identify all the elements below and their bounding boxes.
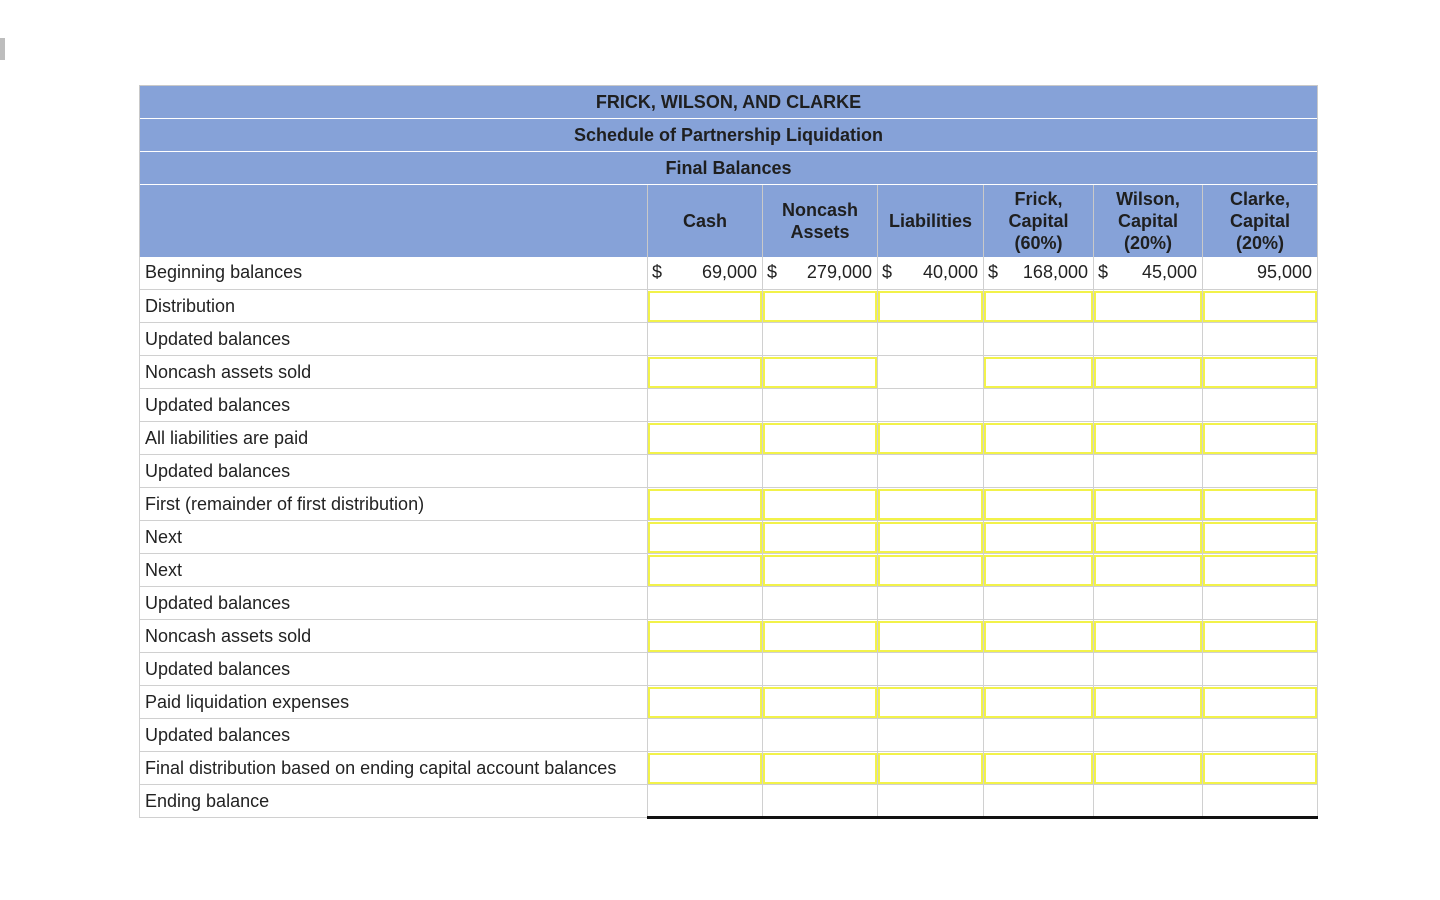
liabilities-input[interactable] — [878, 555, 983, 586]
schedule-row — [140, 653, 1318, 686]
beginning-value: 40,000 — [922, 262, 978, 283]
column-header-line: Capital — [1229, 210, 1290, 231]
wilson-capital-input[interactable] — [1094, 522, 1202, 553]
wilson-capital-input[interactable] — [1094, 291, 1202, 322]
currency-symbol: $ — [767, 262, 778, 283]
liabilities-cell[interactable] — [878, 554, 984, 587]
column-header-line: Frick, — [1014, 188, 1063, 209]
liabilities-cell — [878, 587, 984, 620]
frick-capital-cell[interactable] — [984, 554, 1094, 587]
column-header-line: (60%) — [1014, 232, 1063, 253]
schedule-row — [140, 455, 1318, 488]
wilson-capital-input[interactable] — [1094, 687, 1202, 718]
frick-capital-cell — [984, 455, 1094, 488]
noncash-assets-cell — [763, 653, 878, 686]
row-label: All liabilities are paid — [140, 422, 648, 455]
frick-capital-cell — [984, 587, 1094, 620]
cash-input[interactable] — [648, 489, 762, 520]
clarke-capital-cell[interactable] — [1203, 686, 1318, 719]
wilson-capital-cell[interactable] — [1094, 290, 1203, 323]
liabilities-cell — [878, 785, 984, 818]
cash-cell — [648, 455, 763, 488]
liabilities-cell[interactable] — [878, 290, 984, 323]
schedule-row — [140, 554, 1318, 587]
noncash-assets-input[interactable] — [763, 555, 877, 586]
wilson-capital-cell — [1094, 389, 1203, 422]
row-label: Noncash assets sold — [140, 356, 648, 389]
schedule-row — [140, 356, 1318, 389]
schedule-row — [140, 752, 1318, 785]
frick-capital-input[interactable] — [984, 522, 1093, 553]
cash-input[interactable] — [648, 357, 762, 388]
cash-input[interactable] — [648, 687, 762, 718]
frick-capital-input[interactable] — [984, 621, 1093, 652]
liabilities-cell — [878, 719, 984, 752]
window-corner-marker — [0, 38, 5, 60]
noncash-assets-input[interactable] — [763, 423, 877, 454]
clarke-capital-input[interactable] — [1203, 489, 1317, 520]
row-label: Next — [140, 554, 648, 587]
frick-capital-cell — [984, 719, 1094, 752]
row-label-header — [140, 185, 648, 257]
clarke-capital-cell[interactable] — [1203, 488, 1318, 521]
noncash-assets-cell[interactable] — [763, 488, 878, 521]
schedule-row — [140, 290, 1318, 323]
row-label: Updated balances — [140, 389, 648, 422]
currency-symbol: $ — [882, 262, 893, 283]
noncash-assets-cell[interactable] — [763, 290, 878, 323]
cash-cell[interactable] — [648, 521, 763, 554]
row-label: Noncash assets sold — [140, 620, 648, 653]
frick-capital-input[interactable] — [984, 357, 1093, 388]
frick-capital-input[interactable] — [984, 753, 1093, 784]
beginning-wilson-capital-cell — [1094, 257, 1203, 290]
cash-cell[interactable] — [648, 356, 763, 389]
row-label: Final distribution based on ending capital account balances — [140, 752, 648, 785]
column-header-clarke-capital — [1203, 185, 1318, 257]
liabilities-input[interactable] — [878, 489, 983, 520]
cash-cell — [648, 719, 763, 752]
wilson-capital-cell[interactable] — [1094, 686, 1203, 719]
frick-capital-cell — [984, 653, 1094, 686]
noncash-assets-input[interactable] — [763, 357, 877, 388]
column-header-line: Capital — [1008, 210, 1069, 231]
cash-input[interactable] — [648, 522, 762, 553]
frick-capital-cell[interactable] — [984, 488, 1094, 521]
frick-capital-cell — [984, 785, 1094, 818]
wilson-capital-cell — [1094, 719, 1203, 752]
liabilities-cell — [878, 356, 984, 389]
wilson-capital-input[interactable] — [1094, 489, 1202, 520]
clarke-capital-cell — [1203, 719, 1318, 752]
noncash-assets-input[interactable] — [763, 291, 877, 322]
cash-input[interactable] — [648, 291, 762, 322]
noncash-assets-cell[interactable] — [763, 356, 878, 389]
beginning-frick-capital-cell — [984, 257, 1094, 290]
clarke-capital-cell — [1203, 785, 1318, 818]
cash-cell[interactable] — [648, 488, 763, 521]
clarke-capital-input[interactable] — [1203, 687, 1317, 718]
clarke-capital-input[interactable] — [1203, 555, 1317, 586]
clarke-capital-input[interactable] — [1203, 291, 1317, 322]
frick-capital-cell[interactable] — [984, 422, 1094, 455]
clarke-capital-input[interactable] — [1203, 621, 1317, 652]
frick-capital-input[interactable] — [984, 489, 1093, 520]
liabilities-cell[interactable] — [878, 686, 984, 719]
row-label: Beginning balances — [140, 257, 648, 290]
column-header-cash — [648, 185, 763, 257]
clarke-capital-input[interactable] — [1203, 753, 1317, 784]
schedule-row — [140, 389, 1318, 422]
liabilities-cell[interactable] — [878, 488, 984, 521]
row-label: Updated balances — [140, 323, 648, 356]
cash-cell — [648, 587, 763, 620]
noncash-assets-cell — [763, 455, 878, 488]
beginning-clarke-capital-cell — [1203, 257, 1318, 290]
ending-balance-row — [140, 785, 1318, 818]
frick-capital-cell[interactable] — [984, 686, 1094, 719]
clarke-capital-cell[interactable] — [1203, 290, 1318, 323]
column-header-line: (20%) — [1235, 232, 1284, 253]
clarke-capital-input[interactable] — [1203, 357, 1317, 388]
row-label: Updated balances — [140, 653, 648, 686]
wilson-capital-input[interactable] — [1094, 621, 1202, 652]
wilson-capital-input[interactable] — [1094, 357, 1202, 388]
wilson-capital-cell — [1094, 785, 1203, 818]
row-label: Updated balances — [140, 455, 648, 488]
schedule-row — [140, 620, 1318, 653]
noncash-assets-input[interactable] — [763, 753, 877, 784]
clarke-capital-input[interactable] — [1203, 423, 1317, 454]
liabilities-input[interactable] — [878, 423, 983, 454]
clarke-capital-cell[interactable] — [1203, 521, 1318, 554]
wilson-capital-cell[interactable] — [1094, 521, 1203, 554]
schedule-subtitle: Final Balances — [140, 152, 1318, 185]
clarke-capital-cell — [1203, 653, 1318, 686]
column-header-line: Assets — [790, 221, 850, 242]
clarke-capital-cell — [1203, 389, 1318, 422]
schedule-title: Schedule of Partnership Liquidation — [140, 119, 1318, 152]
beginning-value: 69,000 — [701, 262, 757, 283]
clarke-capital-cell[interactable] — [1203, 356, 1318, 389]
clarke-capital-input[interactable] — [1203, 522, 1317, 553]
wilson-capital-cell[interactable] — [1094, 554, 1203, 587]
clarke-capital-cell[interactable] — [1203, 554, 1318, 587]
frick-capital-cell[interactable] — [984, 521, 1094, 554]
beginning-cash-cell — [648, 257, 763, 290]
liabilities-cell — [878, 389, 984, 422]
noncash-assets-cell[interactable] — [763, 521, 878, 554]
frick-capital-cell[interactable] — [984, 290, 1094, 323]
frick-capital-cell — [984, 389, 1094, 422]
frick-capital-cell[interactable] — [984, 356, 1094, 389]
row-label: Updated balances — [140, 719, 648, 752]
wilson-capital-cell — [1094, 587, 1203, 620]
cash-cell — [648, 389, 763, 422]
frick-capital-input[interactable] — [984, 687, 1093, 718]
liabilities-cell[interactable] — [878, 521, 984, 554]
row-label: Paid liquidation expenses — [140, 686, 648, 719]
liabilities-cell — [878, 455, 984, 488]
currency-symbol: $ — [1098, 262, 1109, 283]
noncash-assets-cell — [763, 785, 878, 818]
frick-capital-cell — [984, 323, 1094, 356]
column-header-line: (20%) — [1123, 232, 1172, 253]
column-header-line: Liabilities — [888, 210, 973, 231]
wilson-capital-cell[interactable] — [1094, 356, 1203, 389]
wilson-capital-cell[interactable] — [1094, 488, 1203, 521]
noncash-assets-cell — [763, 323, 878, 356]
currency-symbol: $ — [988, 262, 999, 283]
column-header-line: Noncash — [781, 199, 859, 220]
clarke-capital-cell[interactable] — [1203, 620, 1318, 653]
wilson-capital-input[interactable] — [1094, 423, 1202, 454]
cash-cell[interactable] — [648, 290, 763, 323]
cash-cell[interactable] — [648, 422, 763, 455]
noncash-assets-cell[interactable] — [763, 620, 878, 653]
noncash-assets-input[interactable] — [763, 621, 877, 652]
wilson-capital-cell — [1094, 455, 1203, 488]
frick-capital-input[interactable] — [984, 291, 1093, 322]
cash-cell — [648, 323, 763, 356]
cash-cell — [648, 653, 763, 686]
frick-capital-input[interactable] — [984, 423, 1093, 454]
cash-cell[interactable] — [648, 686, 763, 719]
noncash-assets-input[interactable] — [763, 522, 877, 553]
schedule-row — [140, 521, 1318, 554]
schedule-row — [140, 488, 1318, 521]
clarke-capital-cell — [1203, 587, 1318, 620]
liabilities-cell — [878, 653, 984, 686]
clarke-capital-cell[interactable] — [1203, 422, 1318, 455]
row-label: Next — [140, 521, 648, 554]
schedule-row — [140, 323, 1318, 356]
cash-input[interactable] — [648, 423, 762, 454]
noncash-assets-cell[interactable] — [763, 554, 878, 587]
cash-input[interactable] — [648, 753, 762, 784]
schedule-row — [140, 587, 1318, 620]
beginning-noncash-assets-cell — [763, 257, 878, 290]
company-title: FRICK, WILSON, AND CLARKE — [140, 86, 1318, 119]
liabilities-cell[interactable] — [878, 422, 984, 455]
row-label: Ending balance — [140, 785, 648, 818]
wilson-capital-cell[interactable] — [1094, 620, 1203, 653]
column-header-line: Clarke, — [1229, 188, 1291, 209]
liabilities-input[interactable] — [878, 687, 983, 718]
clarke-capital-cell — [1203, 323, 1318, 356]
noncash-assets-cell — [763, 389, 878, 422]
schedule-row — [140, 686, 1318, 719]
cash-cell — [648, 785, 763, 818]
column-header-noncash-assets — [763, 185, 878, 257]
column-header-line: Capital — [1117, 210, 1178, 231]
beginning-value: 45,000 — [1141, 262, 1197, 283]
frick-capital-cell[interactable] — [984, 752, 1094, 785]
column-header-line: Cash — [682, 210, 727, 231]
beginning-liabilities-cell — [878, 257, 984, 290]
schedule-row — [140, 422, 1318, 455]
row-label: Distribution — [140, 290, 648, 323]
wilson-capital-cell[interactable] — [1094, 752, 1203, 785]
row-label: Updated balances — [140, 587, 648, 620]
liabilities-input[interactable] — [878, 291, 983, 322]
noncash-assets-cell — [763, 587, 878, 620]
liabilities-input[interactable] — [878, 621, 983, 652]
frick-capital-cell[interactable] — [984, 620, 1094, 653]
wilson-capital-input[interactable] — [1094, 753, 1202, 784]
beginning-balances-row — [140, 257, 1318, 290]
wilson-capital-cell — [1094, 323, 1203, 356]
currency-symbol: $ — [652, 262, 663, 283]
beginning-value: 168,000 — [1022, 262, 1088, 283]
cash-input[interactable] — [648, 555, 762, 586]
clarke-capital-cell[interactable] — [1203, 752, 1318, 785]
column-header-line: Wilson, — [1116, 188, 1180, 209]
wilson-capital-cell[interactable] — [1094, 422, 1203, 455]
column-header-frick-capital — [984, 185, 1094, 257]
column-header-liabilities — [878, 185, 984, 257]
schedule-row — [140, 719, 1318, 752]
wilson-capital-input[interactable] — [1094, 555, 1202, 586]
liabilities-input[interactable] — [878, 753, 983, 784]
noncash-assets-cell[interactable] — [763, 686, 878, 719]
frick-capital-input[interactable] — [984, 555, 1093, 586]
noncash-assets-input[interactable] — [763, 687, 877, 718]
liabilities-cell — [878, 323, 984, 356]
row-label: First (remainder of first distribution) — [140, 488, 648, 521]
cash-cell[interactable] — [648, 554, 763, 587]
liabilities-cell[interactable] — [878, 620, 984, 653]
wilson-capital-cell — [1094, 653, 1203, 686]
cash-cell[interactable] — [648, 620, 763, 653]
cash-cell[interactable] — [648, 752, 763, 785]
clarke-capital-cell — [1203, 455, 1318, 488]
liabilities-input[interactable] — [878, 522, 983, 553]
noncash-assets-cell[interactable] — [763, 752, 878, 785]
liquidation-schedule-table — [139, 85, 1318, 819]
cash-input[interactable] — [648, 621, 762, 652]
noncash-assets-cell — [763, 719, 878, 752]
liabilities-cell[interactable] — [878, 752, 984, 785]
noncash-assets-cell[interactable] — [763, 422, 878, 455]
noncash-assets-input[interactable] — [763, 489, 877, 520]
beginning-value: 279,000 — [806, 262, 872, 283]
beginning-value: 95,000 — [1256, 262, 1312, 283]
column-header-row — [140, 185, 1318, 257]
column-header-wilson-capital — [1094, 185, 1203, 257]
